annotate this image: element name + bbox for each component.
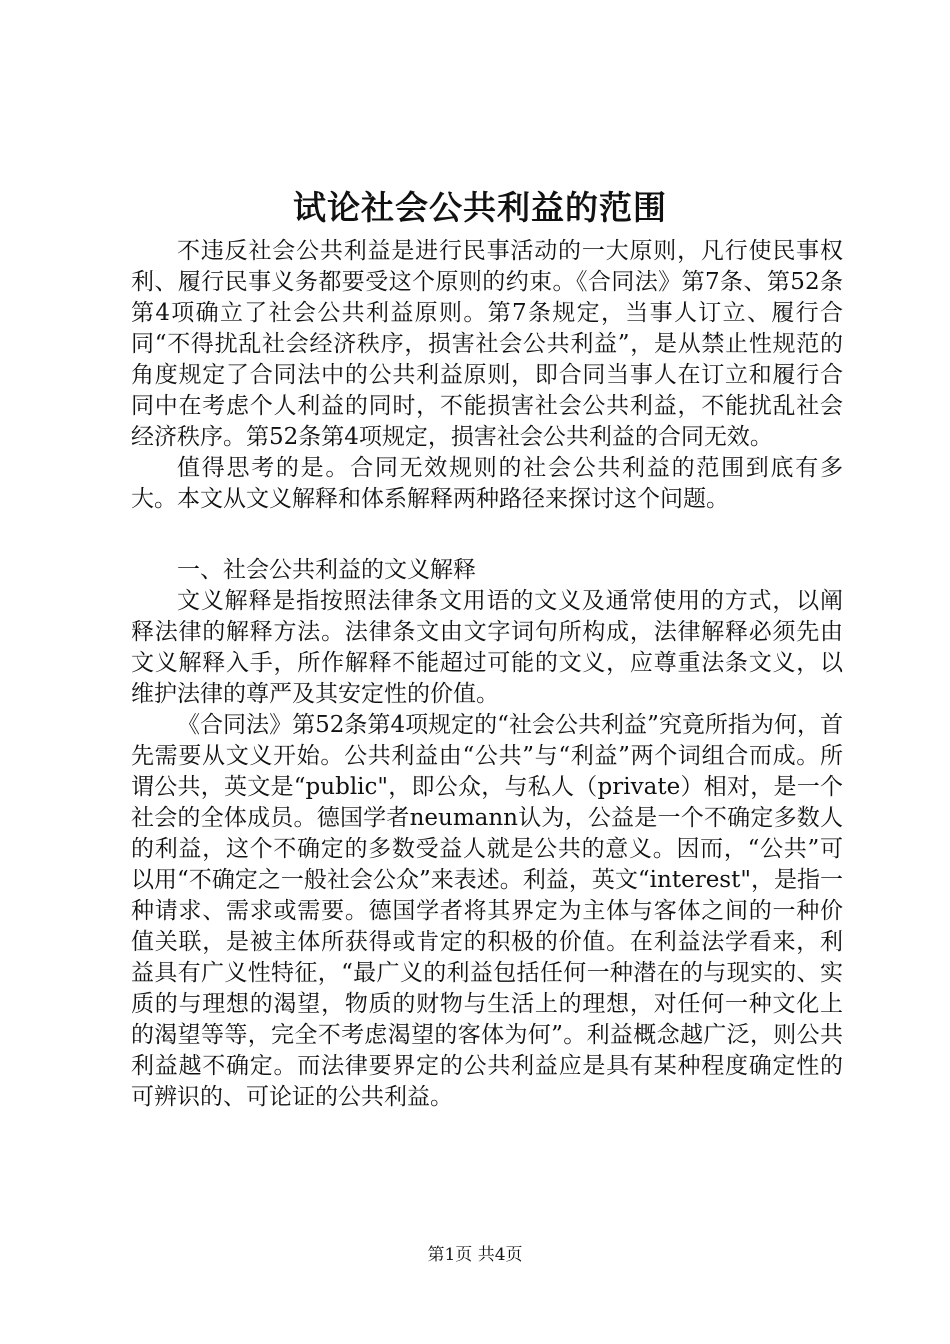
paragraph-literal-interpretation: 文义解释是指按照法律条文用语的文义及通常使用的方式，以阐释法律的解释方法。法律条文由文字词句所构成，法律解释必须先由文义解释入手，所作解释不能超过可能的文义，应尊重法条文义，以维护法律的尊严及其安定性的价值。 xyxy=(131,588,843,707)
paragraph-question: 值得思考的是。合同无效规则的社会公共利益的范围到底有多大。本文从文义解释和体系解释两种路径来探讨这个问题。 xyxy=(131,455,843,512)
page-footer: 第1页 共4页 xyxy=(427,1245,523,1265)
section-heading: 一、社会公共利益的文义解释 xyxy=(177,557,476,583)
paragraph-spacer xyxy=(131,515,843,555)
paragraph-public-interest: 《合同法》第52条第4项规定的“社会公共利益”究竟所指为何，首先需要从文义开始。公共利益由“公共”与“利益”两个词组合而成。所谓公共，英文是“public"，即公众，与私人（private）相对，是一个社会的全体成员。德国学者neumann认为，公益是一个不确定多数人的利益，这个不确定的多数受益人就是公共的意义。因而，“公共”可以用“不确定之一般社会公众”来表述。利益，英文“interest"，是指一种请求、需求或需要。德国学者将其界定为主体与客体之间的一种价值关联，是被主体所获得或肯定的积极的价值。在利益法学看来，利益具有广义性特征，“最广义的利益包括任何一种潜在的与现实的、实质的与理想的渴望，物质的财物与生活上的理想，对任何一种文化上的渴望等等，完全不考虑渴望的客体为何”。利益概念越广泛，则公共利益越不确定。而法律要界定的公共利益应是具有某种程度确定性的可辨识的、可论证的公共利益。 xyxy=(131,712,843,1110)
document-body xyxy=(131,236,843,1113)
document-title: 试论社会公共利益的范围 xyxy=(293,188,667,227)
paragraph-intro: 不违反社会公共利益是进行民事活动的一大原则，凡行使民事权利、履行民事义务都要受这个原则的约束。《合同法》第7条、第52条第4项确立了社会公共利益原则。第7条规定，当事人订立、履行合同“不得扰乱社会经济秩序，损害社会公共利益”，是从禁止性规范的角度规定了合同法中的公共利益原则，即合同当事人在订立和履行合同中在考虑个人利益的同时，不能损害社会公共利益，不能扰乱社会经济秩序。第52条第4项规定，损害社会公共利益的合同无效。 xyxy=(131,238,843,450)
